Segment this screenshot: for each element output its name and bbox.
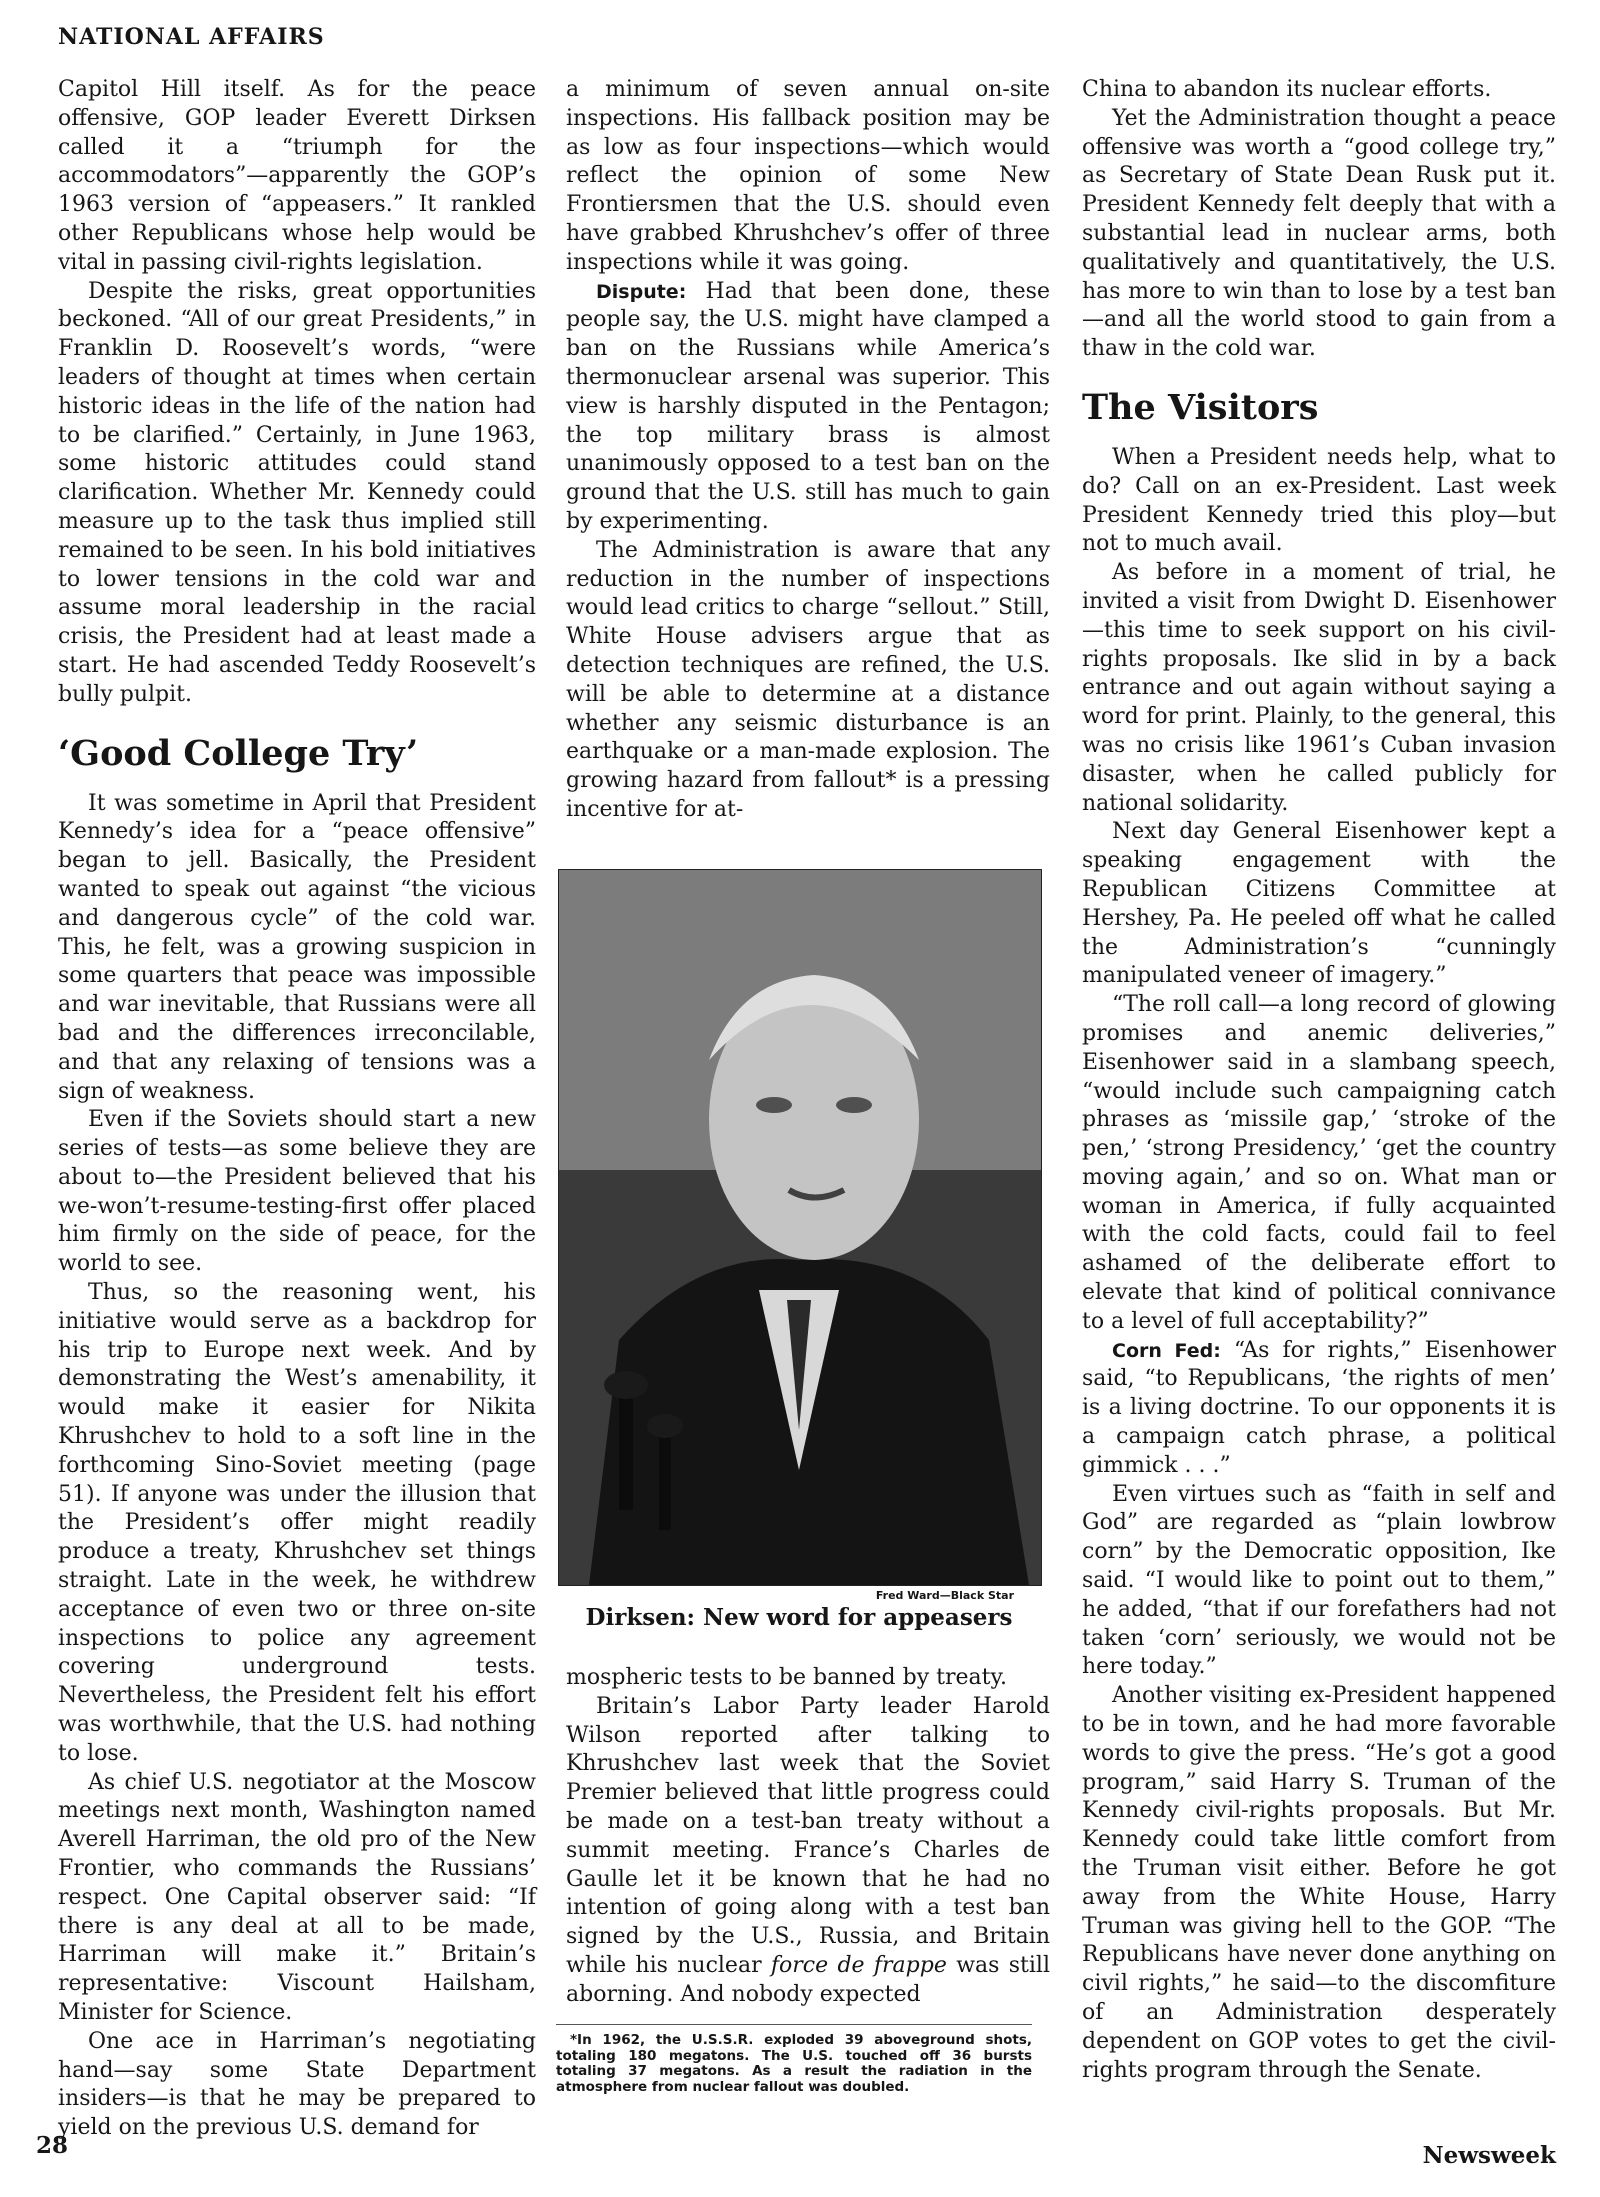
- dirksen-photo: [558, 869, 1042, 1586]
- footnote: [556, 2024, 1032, 2095]
- paragraph: [566, 278, 1050, 537]
- paragraph: When a President needs help, what to do? Call on an ex-President. Last week President Kennedy tried this ploy—but not to much avail.: [1082, 444, 1556, 557]
- paragraph: It was sometime in April that President Kennedy’s idea for a “peace offensive” began to jell. Basically, the President wanted to speak out against “the vicious and dangerous cycle” of the cold war. This, he felt, was a growing suspicion in some quarters that peace was impossible and war inevitable, that Russians were all bad and the differences irreconcilable, and that any relaxing of tensions was a sign of weakness.: [58, 790, 536, 1104]
- paragraph-text: “As for rights,” Eisenhower said, “to Republicans, ‘the rights of men’ is a living doctrine. To our opponents it is a campaign catch phrase, a political gimmick . . .”: [1082, 1337, 1556, 1478]
- subheading-good-college-try: ‘Good College Try’: [58, 732, 419, 774]
- article-column-1: [58, 76, 536, 2143]
- paragraph: [1082, 1337, 1556, 1481]
- paragraph-text: Britain’s Labor Party leader Harold Wilson reported after talking to Khrushchev last week that the Soviet Premier believed that little progress could be made on a test-ban treaty without a summit meeting. France’s Charles de Gaulle let it be known that he had no intention of going along with a test ban signed by the U.S., Russia, and Britain while his nuclear: [566, 1693, 1050, 1978]
- section-label: NATIONAL AFFAIRS: [58, 24, 325, 50]
- paragraph: Another visiting ex-President happened to be in town, and he had more favorable words to give the press. “He’s got a good program,” said Harry S. Truman of the Kennedy civil-rights proposals. But Mr. Kennedy could take little comfort from the Truman visit either. Before he got away from the White House, Harry Truman was giving hell to the GOP. “The Republicans have never done anything on civil rights,” he said—to the discomfiture of an Administration desperately dependent on GOP votes to get the civil-rights program through the Senate.: [1082, 1683, 1556, 2083]
- article-column-3: [1082, 76, 1556, 2085]
- paragraph: Yet the Administration thought a peace offensive was worth a “good college try,” as Secretary of State Dean Rusk put it. President Kennedy felt deeply that with a substantial lead in nuclear arms, both qualitatively and quantitatively, the U.S. has more to win than to lose by a test ban—and all the world stood to gain from a thaw in the cold war.: [1082, 105, 1556, 362]
- italic-phrase: force de frappe: [770, 1952, 947, 1978]
- photo-credit: Fred Ward—Black Star: [875, 1589, 1014, 1602]
- subheading-the-visitors: The Visitors: [1082, 386, 1319, 428]
- paragraph: “The roll call—a long record of glowing promises and anemic deliveries,” Eisenhower said in a slambang speech, “would include such campaigning catch phrases as ‘missile gap,’ ‘stroke of the pen,’ ‘strong Presidency,’ ‘get the country moving again,’ and so on. What man or woman in America, if fully acquainted with the cold facts, could fail to feel ashamed of the deliberate effort to elevate that kind of political connivance to a level of full acceptability?”: [1082, 992, 1556, 1334]
- paragraph-text: Had that been done, these people say, the U.S. might have clamped a ban on the Russians while America’s thermonuclear arsenal was superior. This view is harshly disputed in the Pentagon; the top military brass is almost unanimously opposed to a test ban on the ground that the U.S. still has much to gain by experimenting.: [566, 278, 1050, 534]
- paragraph: One ace in Harriman’s negotiating hand—say some State Department insiders—is that he may be prepared to yield on the previous U.S. demand for: [58, 2028, 536, 2141]
- run-in-keyword: Corn Fed:: [1112, 1339, 1221, 1362]
- run-in-keyword: Dispute:: [596, 280, 687, 303]
- publication-name: Newsweek: [1422, 2142, 1556, 2169]
- paragraph: As chief U.S. negotiator at the Moscow meetings next month, Washington named Averell Harriman, the old pro of the New Frontier, who commands the Russians’ respect. One Capital observer said: “If there is any deal at all to be made, Harriman will make it.” Britain’s representative: Viscount Hailsham, Minister for Science.: [58, 1769, 536, 2025]
- article-column-2-continued: [566, 1664, 1050, 2010]
- paragraph: The Administration is aware that any reduction in the number of inspections would lead critics to charge “sellout.” Still, White House advisers argue that as detection techniques are refined, the U.S. will be able to determine at a distance whether any seismic disturbance is an earthquake or a man-made explosion. The growing hazard from fallout* is a pressing incentive for at-: [566, 537, 1050, 822]
- paragraph: Even virtues such as “faith in self and God” are regarded as “plain lowbrow corn” by the Democratic opposition, Ike said. “I would like to point out to them,” he added, “that if our forefathers had not taken ‘corn’ seriously, we would not be here today.”: [1082, 1481, 1556, 1680]
- paragraph: Despite the risks, great opportunities beckoned. “All of our great Presidents,” in Franklin D. Roosevelt’s words, “were leaders of thought at times when certain historic ideas in the life of the nation had to be clarified.” Certainly, in June 1963, some historic attitudes could stand clarification. Whether Mr. Kennedy could measure up to the task thus implied still remained to be seen. In his bold initiatives to lower tensions in the cold war and assume moral leadership in the racial crisis, the President had at least made a start. He had ascended Teddy Roosevelt’s bully pulpit.: [58, 278, 536, 707]
- paragraph: Thus, so the reasoning went, his initiative would serve as a backdrop for his trip to Europe next week. And by demonstrating the West’s amenability, it would make it easier for Nikita Khrushchev to hold to a soft line in the forthcoming Sino-Soviet meeting (page 51). If anyone was under the illusion that the President’s offer might readily produce a treaty, Khrushchev set things straight. Late in the week, he withdrew acceptance of even two or three on-site inspections to police any agreement covering underground tests. Nevertheless, the President felt his effort was worthwhile, that the U.S. had nothing to lose.: [58, 1280, 536, 1766]
- paragraph: [566, 1693, 1050, 2010]
- paragraph: China to abandon its nuclear efforts.: [1082, 77, 1492, 102]
- paragraph-text: was still aborning. And nobody expected: [566, 1952, 1050, 2007]
- article-column-2: [566, 76, 1050, 825]
- footnote-text: *In 1962, the U.S.S.R. exploded 39 aboveground shots, totaling 180 megatons. The U.S. touched off 36 bursts totaling 37 megatons. As a result the radiation in the atmosphere from nuclear fallout was doubled.: [556, 2032, 1032, 2095]
- paragraph: Next day General Eisenhower kept a speaking engagement with the Republican Citizens Committee at Hershey, Pa. He peeled off what he called the Administration’s “cunningly manipulated veneer of imagery.”: [1082, 819, 1556, 989]
- paragraph: Even if the Soviets should start a new series of tests—as some believe they are about to—the President believed that his we-won’t-resume-testing-first offer placed him firmly on the side of peace, for the world to see.: [58, 1107, 536, 1277]
- paragraph: As before in a moment of trial, he invited a visit from Dwight D. Eisenhower—this time to seek support on his civil-rights proposals. Ike slid in by a back entrance and out again without saying a word for print. Plainly, to the general, this was no crisis like 1961’s Cuban invasion disaster, when he called publicly for national solidarity.: [1082, 560, 1556, 816]
- paragraph: a minimum of seven annual on-site inspections. His fallback position may be as low as four inspections—which would reflect the opinion of some New Frontiersmen that the U.S. should even have grabbed Khrushchev’s offer of three inspections while it was going.: [566, 77, 1050, 275]
- paragraph: Capitol Hill itself. As for the peace offensive, GOP leader Everett Dirksen called it a “triumph for the accommodators”—apparently the GOP’s 1963 version of “appeasers.” It rankled other Republicans whose help would be vital in passing civil-rights legislation.: [58, 77, 536, 275]
- paragraph: mospheric tests to be banned by treaty.: [566, 1665, 1007, 1690]
- photo-caption: Dirksen: New word for appeasers: [585, 1604, 1013, 1631]
- page-number: 28: [36, 2132, 69, 2159]
